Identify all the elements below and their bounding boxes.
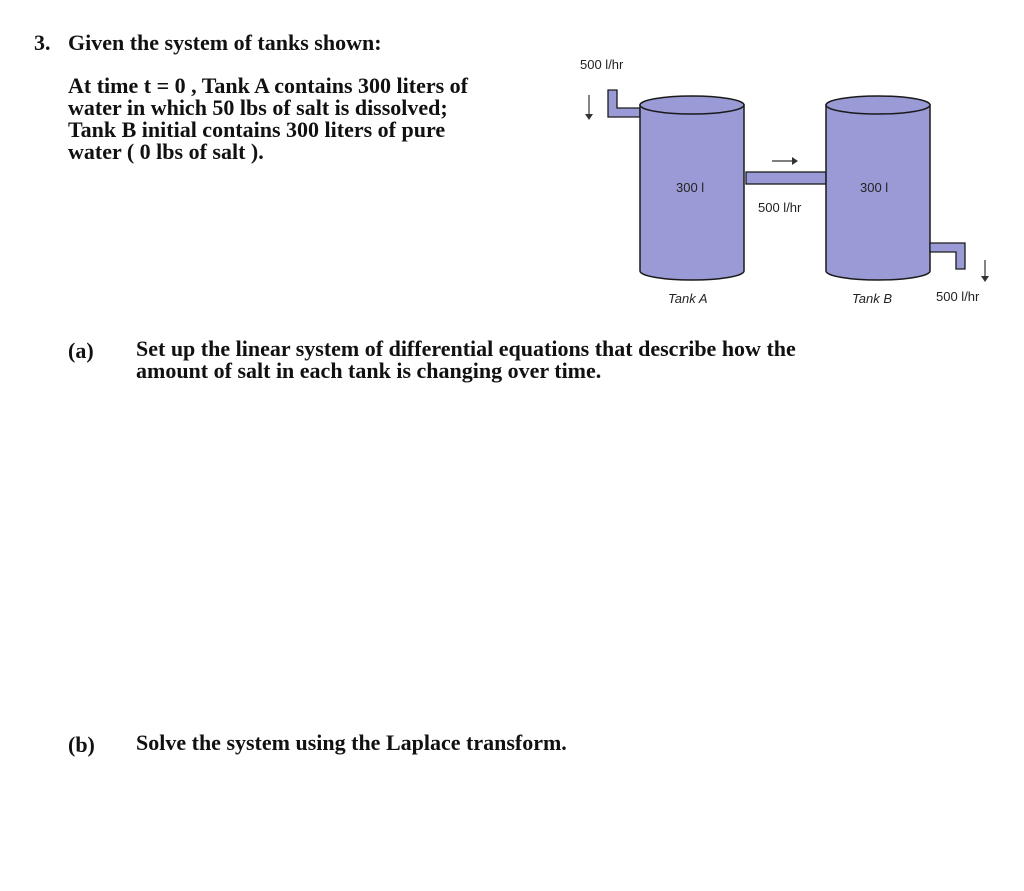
tank-system-diagram [560, 40, 1000, 320]
intro-line: At time t = 0 , Tank A contains 300 liters of [68, 73, 468, 98]
outflow-rate-label: 500 l/hr [936, 289, 980, 304]
question-number: 3. [34, 30, 51, 55]
part-b-label: (b) [68, 732, 95, 757]
question-title: Given the system of tanks shown: [68, 30, 382, 55]
part-a-line: amount of salt in each tank is changing over time. [136, 358, 602, 383]
transfer-rate-label: 500 l/hr [758, 200, 802, 215]
inflow-pipe [608, 90, 640, 117]
transfer-arrow-icon [772, 157, 798, 165]
intro-line: water in which 50 lbs of salt is dissolved; [68, 95, 448, 120]
inflow-rate-label: 500 l/hr [580, 57, 624, 72]
part-a-line: Set up the linear system of differential equations that describe how the [136, 336, 796, 361]
part-a-label: (a) [68, 338, 94, 363]
tank-a-volume: 300 l [676, 180, 705, 195]
part-b-text [136, 732, 916, 754]
outflow-pipe [930, 243, 965, 269]
intro-line: Tank B initial contains 300 liters of pure [68, 117, 446, 142]
question-intro [68, 75, 548, 163]
intro-line: water ( 0 lbs of salt ). [68, 139, 264, 164]
tank-b-label: Tank B [852, 291, 892, 306]
part-a-text [136, 338, 916, 382]
outflow-arrow-icon [981, 260, 989, 282]
connecting-pipe [746, 172, 826, 184]
inflow-arrow-icon [585, 95, 593, 120]
tank-a-label: Tank A [668, 291, 708, 306]
tank-b-volume: 300 l [860, 180, 889, 195]
part-b-line: Solve the system using the Laplace transform. [136, 730, 567, 755]
